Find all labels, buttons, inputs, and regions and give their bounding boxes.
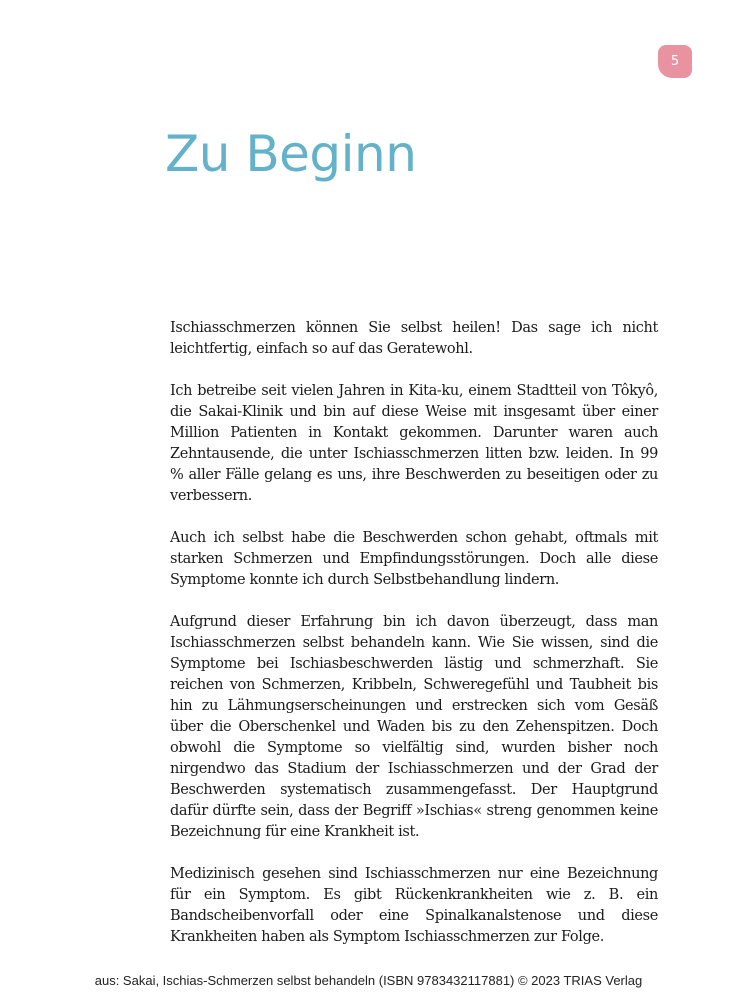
paragraph-2: Ich betreibe seit vielen Jahren in Kita-ku, einem Stadtteil von Tôkyô, die Sakai-Klinik und bin auf diese Weise mit insgesamt über einer Million Patienten in Kontakt gekommen. Darunter waren auch Zehntausende, die unter Ischiasschmerzen litten bzw. leiden. In 99 % aller Fälle gelang es uns, ihre Beschwerden zu beseitigen oder zu verbessern. xyxy=(170,383,658,504)
body-text xyxy=(170,318,658,969)
paragraph-1: Ischiasschmerzen können Sie selbst heilen! Das sage ich nicht leichtfertig, einfach so auf das Geratewohl. xyxy=(170,320,658,357)
paragraph-3: Auch ich selbst habe die Beschwerden schon gehabt, oftmals mit starken Schmerzen und Empfindungsstörungen. Doch alle diese Symptome konnte ich durch Selbstbehandlung lindern. xyxy=(170,530,658,588)
page-number: 5 xyxy=(670,54,680,69)
page-number-badge xyxy=(658,45,692,78)
source-credit: aus: Sakai, Ischias-Schmerzen selbst behandeln (ISBN 9783432117881) © 2023 TRIAS Verlag xyxy=(94,973,643,988)
paragraph-5: Medizinisch gesehen sind Ischiasschmerzen nur eine Bezeichnung für ein Symptom. Es gibt Rückenkrankheiten wie z. B. ein Bandscheibenvorfall oder eine Spinalkanalstenose und diese Krankheiten haben als Symptom Ischiasschmerzen zur Folge. xyxy=(170,866,658,945)
chapter-title: Zu Beginn xyxy=(165,125,417,183)
paragraph-4: Aufgrund dieser Erfahrung bin ich davon überzeugt, dass man Ischiasschmerzen selbst behandeln kann. Wie Sie wissen, sind die Symptome bei Ischiasbeschwerden lästig und schmerzhaft. Sie reichen von Schmerzen, Kribbeln, Schweregefühl und Taubheit bis hin zu Lähmungserscheinungen und erstrecken sich vom Gesäß über die Oberschenkel und Waden bis zu den Zehenspitzen. Doch obwohl die Symptome so vielfältig sind, wurden bisher noch nirgendwo das Stadium der Ischiasschmerzen und der Grad der Beschwerden systematisch zusammengefasst. Der Hauptgrund dafür dürfte sein, dass der Begriff »Ischias« streng genommen keine Bezeichnung für eine Krankheit ist. xyxy=(170,614,658,840)
